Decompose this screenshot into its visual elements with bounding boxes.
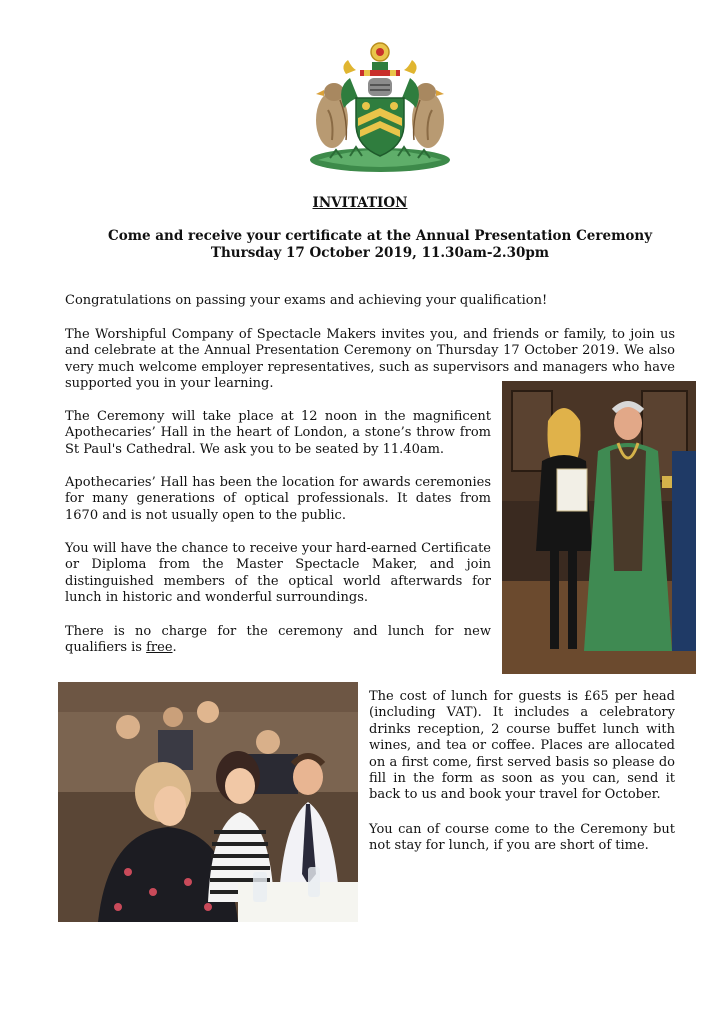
coat-of-arms-logo [300,40,460,175]
congratulations-paragraph: Congratulations on passing your exams and achieving your qualification! [65,293,548,308]
ceremony-subtitle: Come and receive your certificate at the Annual Presentation Ceremony [107,228,653,244]
presentation-photo [502,381,696,674]
invitation-paragraph: The Worshipful Company of Spectacle Makers invites you, and friends or family, to join us and celebrate at the Annual Presentation Ceremony on Thursday 17 October 2019. We also very much welcome employer representatives, such as supervisors and managers who have supported you in your learning. [65,327,675,392]
guest-cost-paragraph: The cost of lunch for guests is £65 per head (including VAT). It includes a celebratory drinks reception, 2 course buffet lunch with wines, and tea or coffee. Places are allocated on a first come, first served basis so please do fill in the form as soon as you can, send it back to us and book your travel for October. [369,689,675,803]
certificate-paragraph: You will have the chance to receive your hard-earned Certificate or Diploma from the Master Spectacle Maker, and join distinguished members of the optical world afterwards for lunch in historic and wonderful surroundings. [65,541,491,606]
free-text: free [146,640,173,656]
ceremony-date-time: Thursday 17 October 2019, 11.30am-2.30pm [210,245,550,261]
no-charge-period: . [172,640,177,656]
ceremony-location-paragraph: The Ceremony will take place at 12 noon in the magnificent Apothecaries’ Hall in the heart of London, a stone’s throw from St Paul's Cathedral. We ask you to be seated by 11.40am. [65,409,491,457]
no-charge-text: There is no charge for the ceremony and lunch for new qualifiers is [65,624,491,656]
invitation-title: INVITATION [312,195,408,211]
ceremony-only-paragraph: You can of course come to the Ceremony but not stay for lunch, if you are short of time. [369,822,675,854]
hall-history-paragraph: Apothecaries’ Hall has been the location for awards ceremonies for many generations of optical professionals. It dates from 1670 and is not usually open to the public. [65,475,491,523]
no-charge-paragraph [65,624,491,657]
lunch-guests-photo [58,682,358,922]
